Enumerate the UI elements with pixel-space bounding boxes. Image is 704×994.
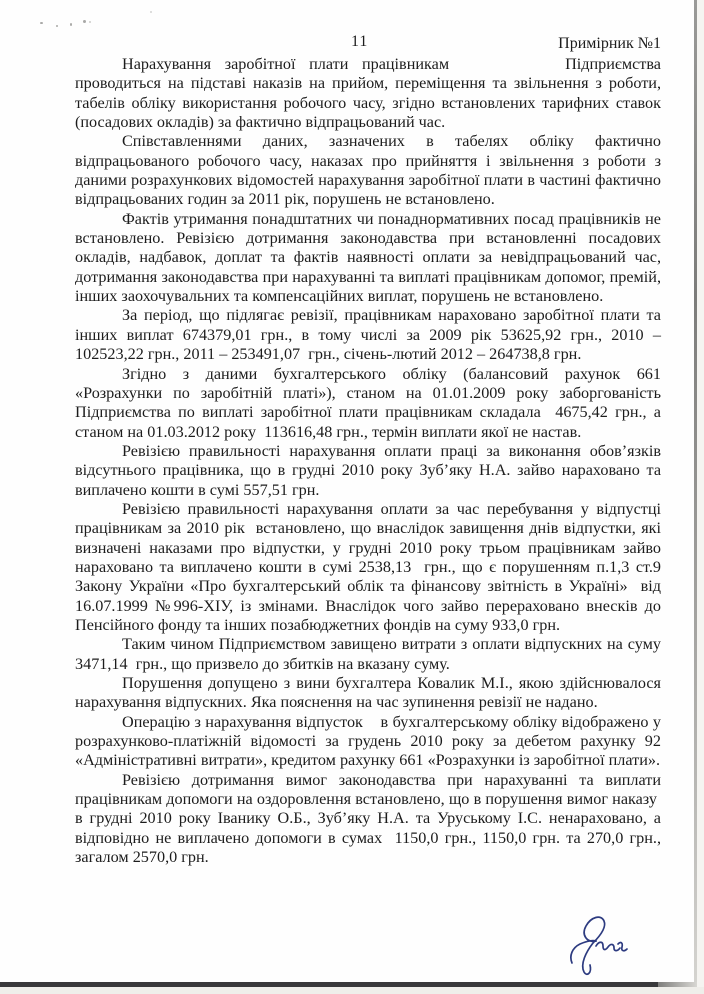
scan-noise-speck [70,23,72,26]
scan-noise-speck [56,25,58,27]
paragraph: Ревізією правильності нарахування оплати праці за виконання обов’язків відсутнього працівника, що в грудні 2010 року Зуб’яку Н.А. зайво нараховано та виплачено кошти в сумі 557,51 грн. [75,441,661,499]
scan-noise-speck [83,20,86,23]
scan-margin-bottom [0,987,704,994]
paragraph: Ревізією дотримання вимог законодавства при нарахуванні та виплати працівникам допомоги на оздоровлення встановлено, що в порушення вимог наказу в грудні 2010 року Іванику О.Б., Зуб’яку Н.А. та Уруському І.С. ненараховано, а відповідно не виплачено допомоги в сумах 1150,0 грн., 1150,0 грн. та 270,0 грн., загалом 2570,0 грн. [75,770,661,867]
signature-icon [556,912,636,984]
paragraph: Таким чином Підприємством завищено витрати з оплати відпускних на суму 3471,14 грн., що призвело до збитків на вказану суму. [75,635,661,673]
paragraph: Операцію з нарахування відпусток в бухгалтерському обліку відображено у розрахунково-платіжній відомості за грудень 2010 року за дебетом рахунку 92 «Адміністративні витрати», кредитом рахунку 661 «Розрахунки із заробітної плати». [75,712,661,770]
scan-noise-speck [150,11,152,13]
paragraph-text: Нарахування заробітної плати працівникам [122,55,450,73]
paragraph: Співставленнями даних, зазначених в табелях обліку фактично відпрацьованого робочого часу, наказах про прийняття і звільнення з роботи з даними розрахункових відомостей нарахування заробітної плати в частині фактично відпрацьованих годин за 2011 рік, порушень не встановлено. [75,132,661,209]
paragraph: Ревізією правильності нарахування оплати за час перебування у відпустці працівникам за 2010 рік встановлено, що внаслідок завищення днів відпустки, які визначені наказами про відпустки, у грудні 2010 року трьом працівникам зайво нараховано та виплачено кошти в сумі 2538,13 грн., що є порушенням п.1,3 ст.9 Закону України «Про бухгалтерський облік та фінансову звітність в Україні» від 16.07.1999 №996-ХІУ, із змінами. Внаслідок чого зайво перераховано внесків до Пенсійного фонду та інших позабюджетних фондів на суму 933,0 грн. [75,499,661,634]
paragraph: За період, що підлягає ревізії, працівникам нараховано заробітної плати та інших виплат 674379,01 грн., в тому числі за 2009 рік 53625,92 грн., 2010 – 102523,22 грн., 2011 – 253491,07 грн., січень-лютий 2012 – 264738,8 грн. [75,306,661,364]
scan-noise-speck [89,21,91,23]
paragraph-text: Підприємства проводиться на підставі наказів на прийом, переміщення та звільнення з роботи, табелів обліку використання робочого часу, згідно встановлених тарифних ставок (посадових окладів) за фактично відпрацьований час. [75,55,661,132]
paragraph: Фактів утримання понадштатних чи понаднормативних посад працівників не встановлено. Ревізією дотримання законодавства при встановленні посадових окладів, надбавок, доплат та фактів наявності оплати за невідпрацьований час, дотримання законодавства при нарахуванні та виплаті працівникам допомог, премій, інших заохочувальних та компенсаційних виплат, порушень не встановлено. [75,209,661,306]
page-number: 11 [351,33,369,50]
scan-margin-right [697,0,704,994]
copy-label: Примірник №1 [558,35,661,52]
paragraph: Згідно з даними бухгалтерського обліку (балансовий рахунок 661 «Розрахунки по заробітній платі»), станом на 01.01.2009 року заборгованість Підприємства по виплаті заробітної плати працівникам складала 4675,42 грн., а станом на 01.03.2012 року 113616,48 грн., термін виплати якої не настав. [75,364,661,441]
scan-noise-speck [40,22,43,24]
document-body [75,55,661,867]
paragraph [75,55,661,132]
scan-edge-right [694,0,697,986]
page-header [75,33,661,53]
paragraph: Порушення допущено з вини бухгалтера Ковалик М.І., якою здійснювалося нарахування відпускних. Яка пояснення на час зупинення ревізії не надано. [75,674,661,712]
